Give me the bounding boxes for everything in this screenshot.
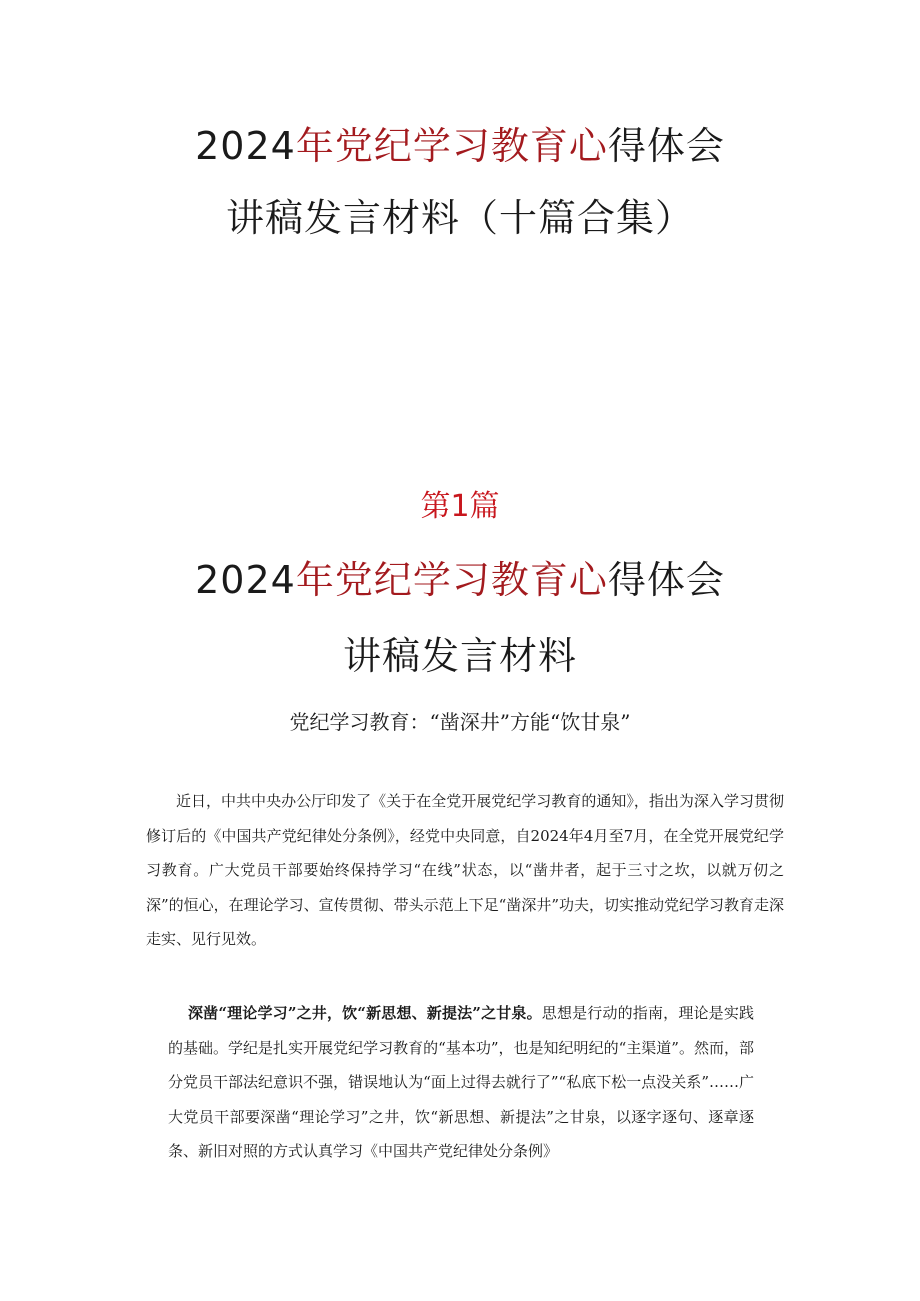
cover-title-end: 得体会 [607,124,725,168]
body-paragraph-2 [168,996,754,1169]
article-title-line1 [0,558,920,602]
article-title-year: 2024 [195,558,296,602]
paragraph-2-text: 思想是行动的指南，理论是实践的基础。学纪是扎实开展党纪学习教育的“基本功”，也是知纪明纪的“主渠道”。然而，部分党员干部法纪意识不强，错误地认为“面上过得去就行了”“私底下松一点没关系”……广大党员干部要深凿“理论学习”之井，饮“新思想、新提法”之甘泉，以逐字逐句、逐章逐条、新旧对照的方式认真学习《中国共产党纪律处分条例》 [168,1004,754,1160]
article-title-end: 得体会 [607,558,725,602]
article-title-highlight: 年党纪学习教育心 [295,558,608,602]
article-title-line2: 讲稿发言材料 [342,634,577,678]
cover-title-year: 2024 [195,124,296,168]
body-paragraph-1: 近日，中共中央办公厅印发了《关于在全党开展党纪学习教育的通知》，指出为深入学习贯彻修订后的《中国共产党纪律处分条例》，经党中央同意，自2024年4月至7月，在全党开展党纪学习教育。广大党员干部要始终保持学习“在线”状态，以“凿井者，起于三寸之坎，以就万仞之深”的恒心，在理论学习、宣传贯彻、带头示范上下足“凿深井”功夫，切实推动党纪学习教育走深走实、见行见效。 [146,792,785,948]
paragraph-2-lead: 深凿“理论学习”之井，饮“新思想、新提法”之甘泉。 [188,1004,542,1022]
chapter-label: 第1篇 [420,489,500,524]
cover-title-highlight: 年党纪学习教育心 [295,124,608,168]
article-subtitle: 党纪学习教育：“凿深井”方能“饮甘泉” [289,710,631,734]
cover-title-line2: 讲稿发言材料（十篇合集） [225,196,694,240]
cover-title-line1 [0,124,920,168]
